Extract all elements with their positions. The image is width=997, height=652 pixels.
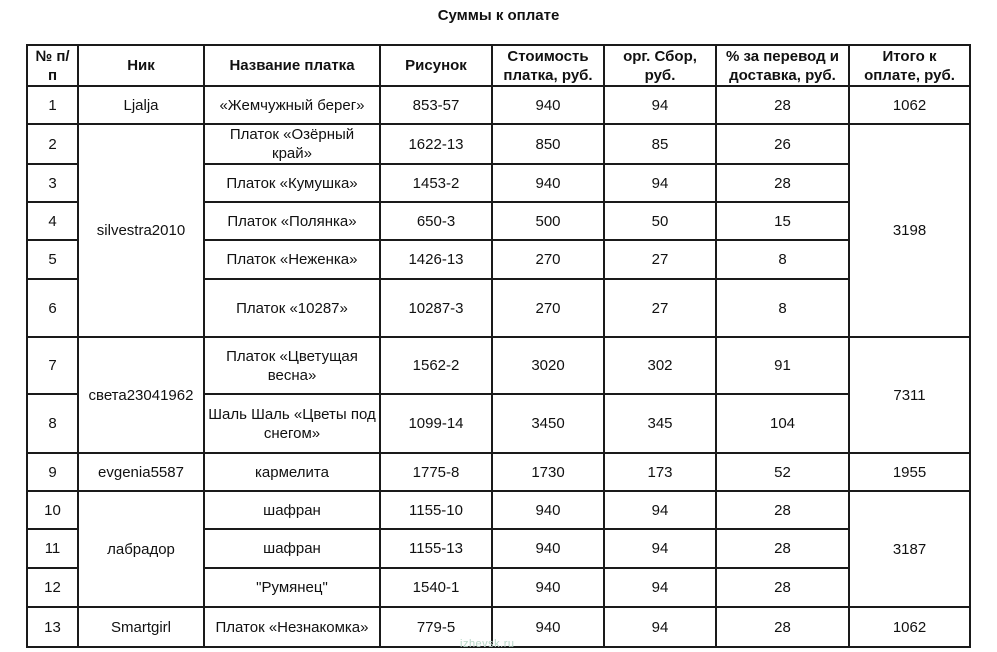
cell-pattern: 1775-8 bbox=[380, 453, 492, 491]
cell-pattern: 1622-13 bbox=[380, 124, 492, 164]
cell-pattern: 1099-14 bbox=[380, 394, 492, 453]
cell-name: Шаль Шаль «Цветы под снегом» bbox=[204, 394, 380, 453]
cell-cost: 1730 bbox=[492, 453, 604, 491]
cell-cost: 500 bbox=[492, 202, 604, 240]
cell-pattern: 1155-10 bbox=[380, 491, 492, 529]
cell-name: Платок «Незнакомка» bbox=[204, 607, 380, 647]
cell-cost: 940 bbox=[492, 86, 604, 124]
cell-cost: 940 bbox=[492, 529, 604, 568]
cell-transfer: 91 bbox=[716, 337, 849, 394]
cell-name: кармелита bbox=[204, 453, 380, 491]
table-row bbox=[27, 124, 970, 164]
cell-nick: лабрадор bbox=[78, 491, 204, 607]
cell-nick: света23041962 bbox=[78, 337, 204, 453]
table-row bbox=[27, 491, 970, 529]
table-row bbox=[27, 86, 970, 124]
cell-num: 10 bbox=[27, 491, 78, 529]
cell-name: шафран bbox=[204, 529, 380, 568]
cell-num: 3 bbox=[27, 164, 78, 202]
cell-fee: 94 bbox=[604, 607, 716, 647]
cell-total: 1062 bbox=[849, 86, 970, 124]
cell-cost: 940 bbox=[492, 568, 604, 607]
cell-transfer: 8 bbox=[716, 279, 849, 337]
cell-pattern: 1155-13 bbox=[380, 529, 492, 568]
cell-total: 7311 bbox=[849, 337, 970, 453]
cell-fee: 94 bbox=[604, 568, 716, 607]
cell-name: Платок «Полянка» bbox=[204, 202, 380, 240]
cell-pattern: 650-3 bbox=[380, 202, 492, 240]
cell-transfer: 104 bbox=[716, 394, 849, 453]
cell-name: Платок «Цветущая весна» bbox=[204, 337, 380, 394]
cell-fee: 173 bbox=[604, 453, 716, 491]
cell-name: Платок «Озёрный край» bbox=[204, 124, 380, 164]
cell-num: 12 bbox=[27, 568, 78, 607]
header-pattern: Рисунок bbox=[380, 45, 492, 86]
cell-cost: 3020 bbox=[492, 337, 604, 394]
cell-fee: 94 bbox=[604, 529, 716, 568]
cell-pattern: 1540-1 bbox=[380, 568, 492, 607]
cell-total: 1062 bbox=[849, 607, 970, 647]
cell-num: 11 bbox=[27, 529, 78, 568]
cell-cost: 850 bbox=[492, 124, 604, 164]
cell-fee: 94 bbox=[604, 86, 716, 124]
cell-cost: 940 bbox=[492, 491, 604, 529]
header-nick: Ник bbox=[78, 45, 204, 86]
payments-table bbox=[26, 44, 971, 648]
cell-transfer: 15 bbox=[716, 202, 849, 240]
cell-name: Платок «Неженка» bbox=[204, 240, 380, 279]
cell-num: 4 bbox=[27, 202, 78, 240]
cell-cost: 270 bbox=[492, 240, 604, 279]
watermark: izhevsk.ru bbox=[460, 638, 515, 650]
header-name: Название платка bbox=[204, 45, 380, 86]
cell-name: Платок «Кумушка» bbox=[204, 164, 380, 202]
cell-transfer: 28 bbox=[716, 86, 849, 124]
cell-nick: evgenia5587 bbox=[78, 453, 204, 491]
cell-transfer: 26 bbox=[716, 124, 849, 164]
cell-num: 2 bbox=[27, 124, 78, 164]
cell-fee: 27 bbox=[604, 279, 716, 337]
cell-transfer: 52 bbox=[716, 453, 849, 491]
table-row bbox=[27, 337, 970, 394]
header-total: Итого к оплате, руб. bbox=[849, 45, 970, 86]
cell-transfer: 28 bbox=[716, 529, 849, 568]
cell-nick: Smartgirl bbox=[78, 607, 204, 647]
cell-nick: silvestra2010 bbox=[78, 124, 204, 337]
cell-num: 7 bbox=[27, 337, 78, 394]
cell-num: 13 bbox=[27, 607, 78, 647]
cell-name: "Румянец" bbox=[204, 568, 380, 607]
cell-transfer: 28 bbox=[716, 607, 849, 647]
cell-name: Платок «10287» bbox=[204, 279, 380, 337]
cell-pattern: 853-57 bbox=[380, 86, 492, 124]
cell-fee: 302 bbox=[604, 337, 716, 394]
cell-num: 8 bbox=[27, 394, 78, 453]
cell-transfer: 28 bbox=[716, 568, 849, 607]
cell-fee: 345 bbox=[604, 394, 716, 453]
cell-cost: 940 bbox=[492, 164, 604, 202]
cell-fee: 85 bbox=[604, 124, 716, 164]
cell-name: «Жемчужный берег» bbox=[204, 86, 380, 124]
header-num: № п/п bbox=[27, 45, 78, 86]
cell-pattern: 779-5 bbox=[380, 607, 492, 647]
cell-fee: 94 bbox=[604, 491, 716, 529]
cell-total: 3198 bbox=[849, 124, 970, 337]
cell-fee: 94 bbox=[604, 164, 716, 202]
cell-pattern: 1453-2 bbox=[380, 164, 492, 202]
cell-num: 9 bbox=[27, 453, 78, 491]
cell-pattern: 1426-13 bbox=[380, 240, 492, 279]
cell-transfer: 28 bbox=[716, 491, 849, 529]
cell-total: 3187 bbox=[849, 491, 970, 607]
cell-cost: 940 bbox=[492, 607, 604, 647]
cell-pattern: 1562-2 bbox=[380, 337, 492, 394]
cell-cost: 270 bbox=[492, 279, 604, 337]
header-row bbox=[27, 45, 970, 86]
cell-num: 6 bbox=[27, 279, 78, 337]
cell-total: 1955 bbox=[849, 453, 970, 491]
cell-name: шафран bbox=[204, 491, 380, 529]
cell-pattern: 10287-3 bbox=[380, 279, 492, 337]
page-title: Суммы к оплате bbox=[437, 7, 560, 24]
header-cost: Стоимость платка, руб. bbox=[492, 45, 604, 86]
header-fee: орг. Сбор, руб. bbox=[604, 45, 716, 86]
cell-num: 5 bbox=[27, 240, 78, 279]
cell-transfer: 28 bbox=[716, 164, 849, 202]
cell-num: 1 bbox=[27, 86, 78, 124]
table-row bbox=[27, 453, 970, 491]
cell-transfer: 8 bbox=[716, 240, 849, 279]
cell-fee: 50 bbox=[604, 202, 716, 240]
cell-cost: 3450 bbox=[492, 394, 604, 453]
cell-fee: 27 bbox=[604, 240, 716, 279]
header-transfer: % за перевод и доставка, руб. bbox=[716, 45, 849, 86]
cell-nick: Ljalja bbox=[78, 86, 204, 124]
